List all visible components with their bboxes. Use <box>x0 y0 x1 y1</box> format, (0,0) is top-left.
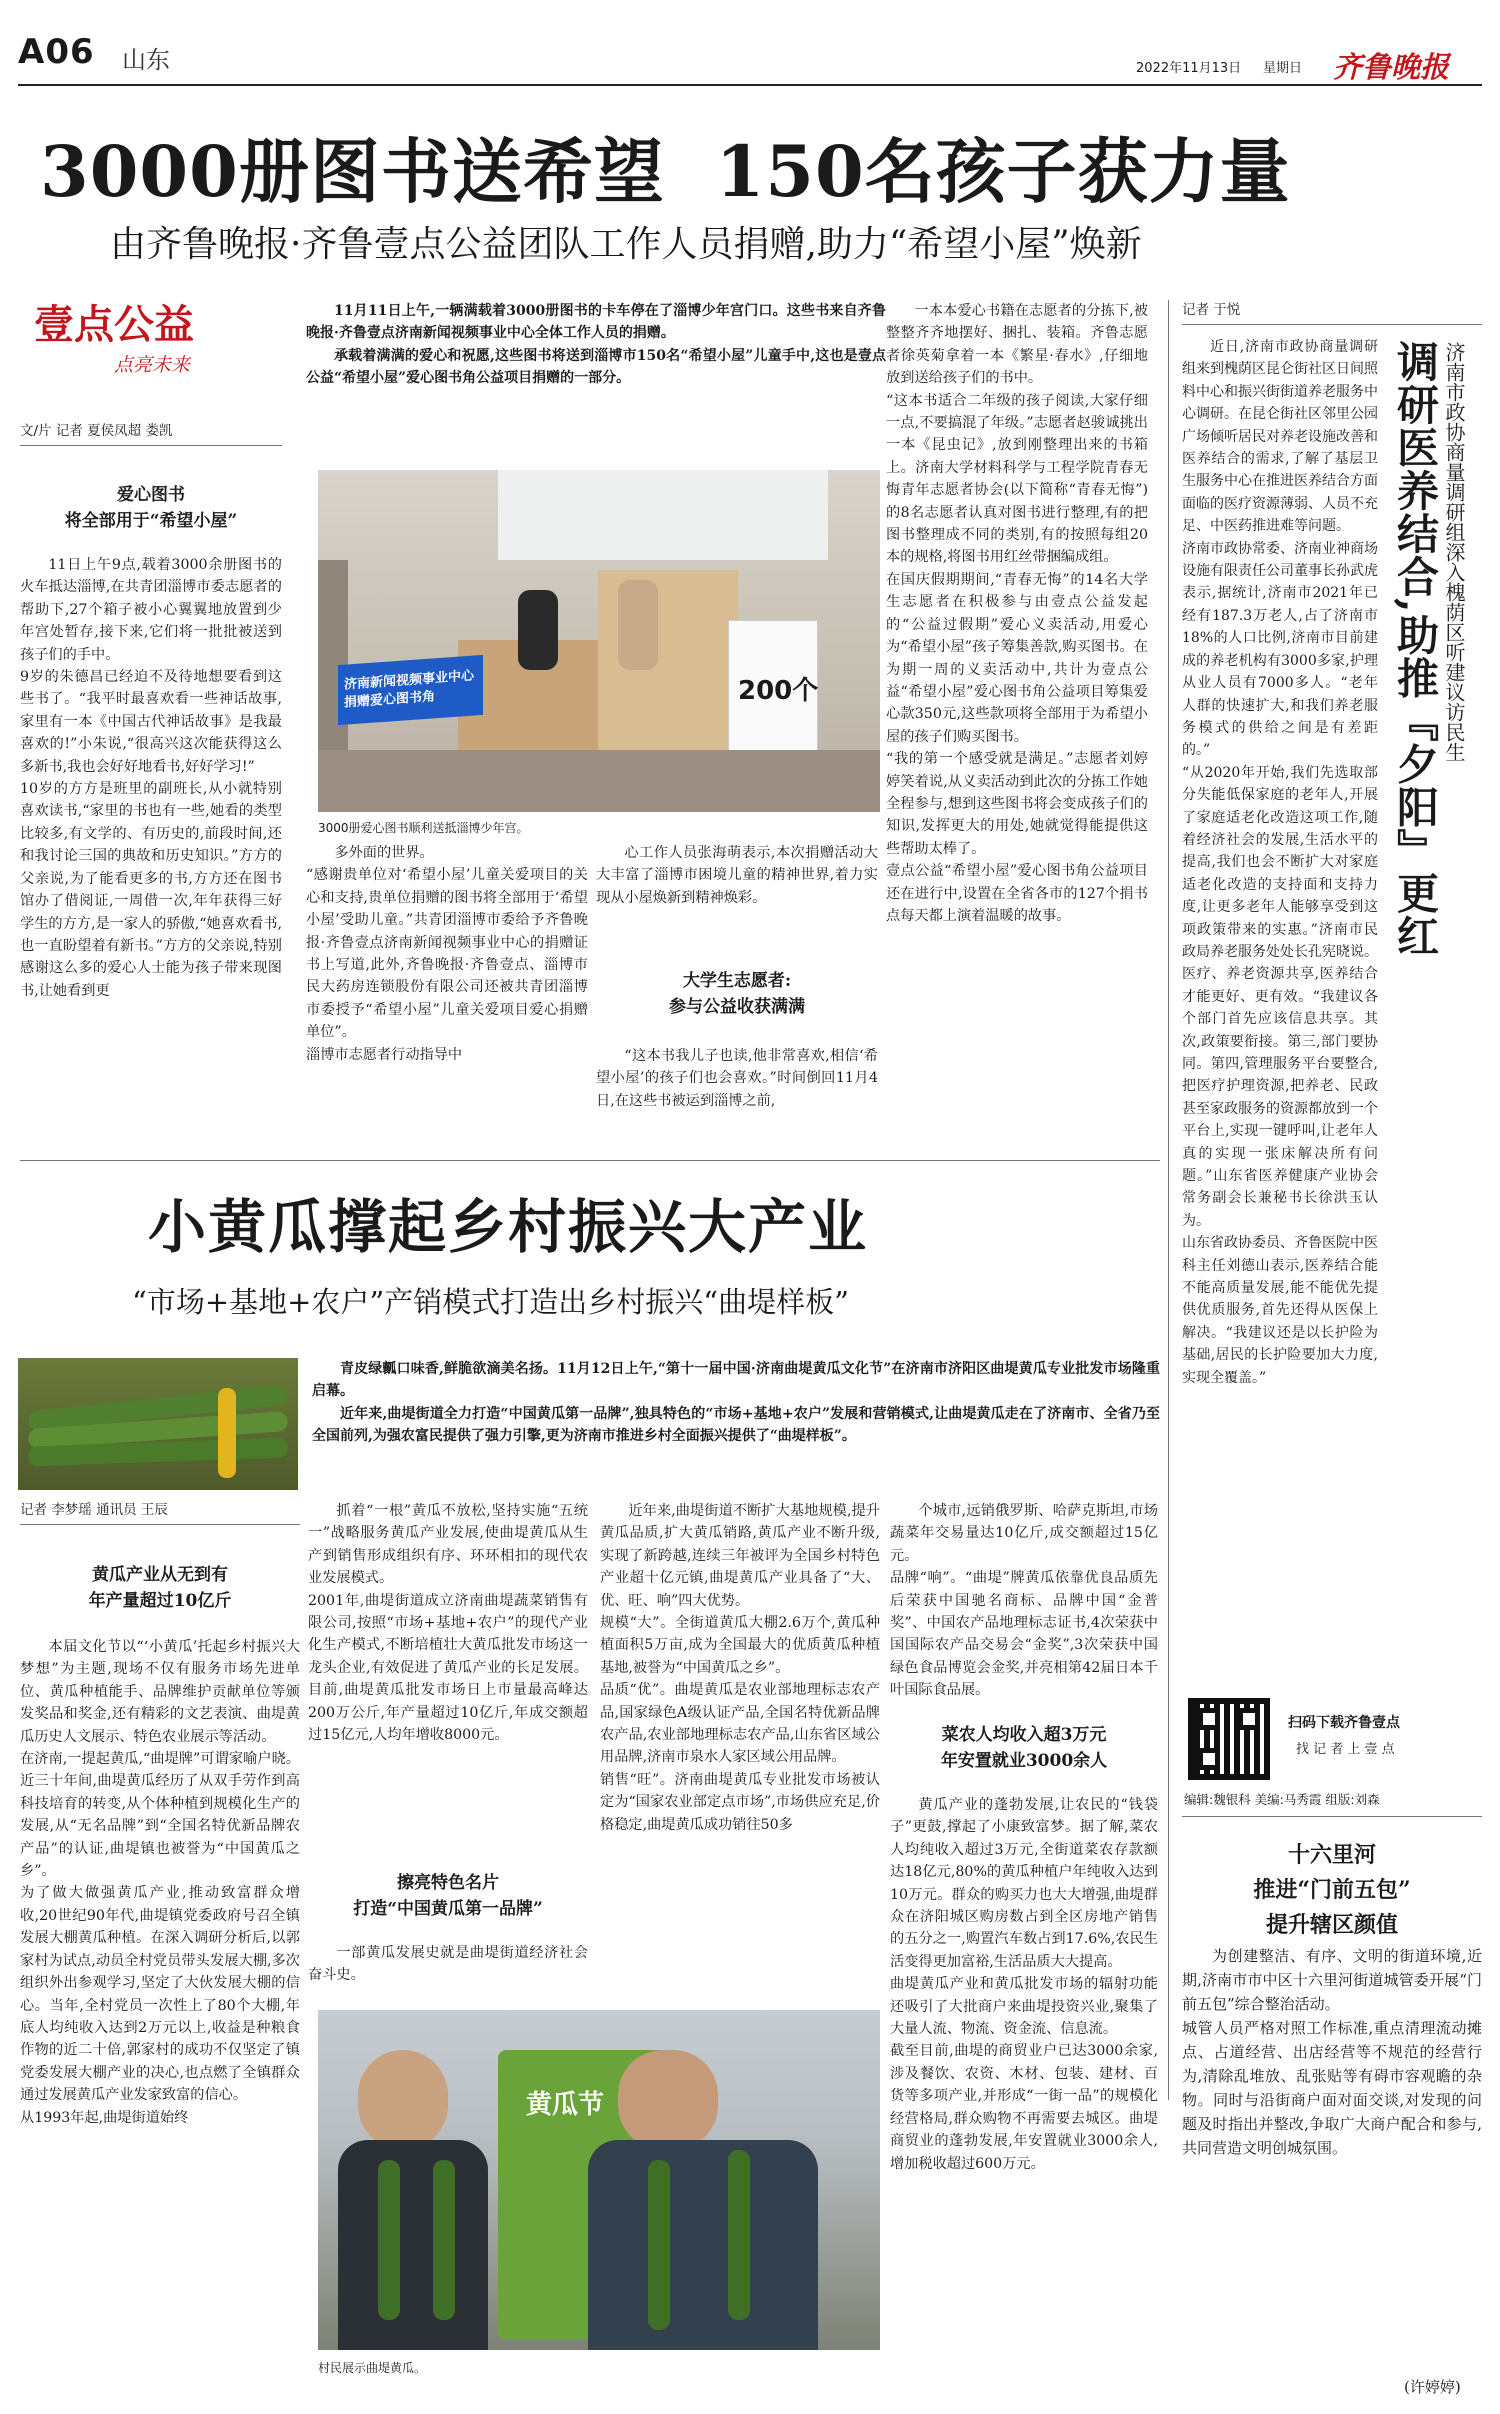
rule <box>20 1524 300 1525</box>
story1-byline: 文/片 记者 夏侯凤超 娄凯 <box>20 423 173 439</box>
story4-signoff: (许婷婷) <box>1404 2378 1461 2396</box>
story3-body <box>1182 336 1482 1866</box>
rule <box>1182 1816 1482 1817</box>
qr-code[interactable] <box>1188 1698 1270 1780</box>
yidian-charity-logo <box>34 300 274 400</box>
photo-banner: 济南新闻视频事业中心 捐赠爱心图书角 <box>338 655 483 725</box>
story1-col4-text: 一本本爱心书籍在志愿者的分拣下,被整整齐齐地摆好、捆扎、装箱。齐鲁志愿者徐英菊拿着一本《繁星·春水》,仔细地放到送给孩子们的书中。 “这本书适合二年级的孩子阅读,大家仔细一点,不要搞混了年级。”志愿者赵骏诚挑出一本《昆虫记》,放到刚整理出来的书箱上。济南大学材料科学与工程学院青春无悔青年志愿者协会(以下简称“青春无悔”)的8名志愿者认真对图书进行整理,有的把图书整理成不同的类别,有的按照每组20本的规格,将图书用红丝带捆编成组。 在国庆假期期间,“青春无悔”的14名大学生志愿者在积极参与由壹点公益发起的“公益过假期”爱心义卖活动,用爱心为“希望小屋”孩子筹集善款,购买图书。在为期一周的义卖活动中,共计为壹点公益“希望小屋”爱心图书角公益项目筹集爱心款350元,这些款项将全部用于为希望小屋的孩子们购买图书。 “我的第一个感受就是满足。”志愿者刘婷婷笑着说,从义卖活动到此次的分拣工作她全程参与,想到这些图书将会变成孩子们的知识,发挥更大的用处,她就觉得能提供这些帮助太棒了。 壹点公益“希望小屋”爱心图书角公益项目还在进行中,设置在全省各市的127个捐书点每天都上演着温暖的故事。 <box>886 303 1148 924</box>
story3-subhead: 济南市政协商量调研组深入槐荫区听建议访民生 <box>1442 342 1466 762</box>
story1-col1 <box>20 554 282 1146</box>
story2-col4b <box>890 1794 1158 2398</box>
story2-sub1: 黄瓜产业从无到有 年产量超过10亿斤 <box>88 1565 232 1611</box>
story2-col2b <box>308 1942 588 1992</box>
story2-lead <box>312 1358 1160 1490</box>
story3-headline: 调研医养结合,助推『夕阳』更红 <box>1391 340 1440 958</box>
paper-logo: 齐鲁晚报 <box>1333 50 1450 84</box>
photo-count-sign: 200个 <box>738 676 819 706</box>
rule <box>20 1160 1160 1161</box>
story2-col1 <box>20 1636 300 2406</box>
story1-col1-text: 11日上午9点,载着3000余册图书的火车抵达淄博,在共青团淄博市委志愿者的帮助下,27个箱子被小心翼翼地放置到少年宫处暂存,接下来,它们将一批批被送到孩子们的手中。 9岁的朱德昌已经迫不及待地想要看到这些书了。“我平时最喜欢看一些神话故事,家里有一本《中国古代神话故事》是我最喜欢的!”小朱说,“很高兴这次能获得这么多新书,我也会好好地看书,好好学习!” 10岁的方方是班里的副班长,从小就特别喜欢读书,“家里的书也有一些,她看的类型比较多,有文学的、有历史的,前段时间,还和我讨论三国的典故和历史知识。”方方的父亲说,为了能看更多的书,方方还在图书馆办了借阅证,一周借一次,年年获得三好学生的方方,是一家人的骄傲,“她喜欢看书,也一直盼望着有新书。”方方的父亲说,特别感谢这么多的爱心人士能为孩子带来现图书,让她看到更 <box>20 557 282 999</box>
story4-headline: 十六里河 推进“门前五包” 提升辖区颜值 <box>1253 1842 1411 1938</box>
story2-sub2: 擦亮特色名片 打造“中国黄瓜第一品牌” <box>353 1873 543 1919</box>
story3-byline: 记者 于悦 <box>1182 302 1241 318</box>
editor-credits: 编辑:魏银科 美编:马秀霞 组版:刘森 <box>1184 1792 1380 1807</box>
story1-col3-text: 心工作人员张海萌表示,本次捐赠活动大大丰富了淄博市困境儿童的精神世界,着力实现从小屋焕新到精神焕彩。 <box>596 845 878 906</box>
festival-sign: 黄瓜节 <box>526 2090 605 2120</box>
story1-subhead: 由齐鲁晚报·齐鲁壹点公益团队工作人员捐赠,助力“希望小屋”焕新 <box>110 224 1142 265</box>
story2-col4 <box>890 1500 1158 1710</box>
qr-sub: 找 记 者 上 壹 点 <box>1296 1742 1395 1757</box>
story1-col2-text: 多外面的世界。 “感谢贵单位对‘希望小屋’儿童关爱项目的关心和支持,贵单位捐赠的图书将全部用于‘希望小屋’受助儿童。”共青团淄博市委给予齐鲁晚报·齐鲁壹点济南新闻视频事业中心的捐赠证书上写道,此外,齐鲁晚报·齐鲁壹点、淄博市民大药房连锁股份有限公司还被共青团淄博市委授予“希望小屋”儿童关爱项目爱心捐赠单位”。 淄博市志愿者行动指导中 <box>306 845 588 1063</box>
story1-col3 <box>596 842 878 934</box>
story2-col4b-text: 黄瓜产业的蓬勃发展,让农民的“钱袋子”更鼓,撑起了小康致富梦。据了解,菜农人均纯收入超过3万元,全街道菜农存款额达18亿元,80%的黄瓜种植户年纯收入达到10万元。群众的购买力也大大增强,曲堤群众在济阳城区购房数占到全区房地产销售的五分之一,购置汽车数占到17.6%,农民生活变得更加富裕,生活品质大大提高。 曲堤黄瓜产业和黄瓜批发市场的辐射功能还吸引了大批商户来曲堤投资兴业,聚集了大量人流、物流、资金流、信息流。 截至目前,曲堤的商贸业户已达3000余家,涉及餐饮、农资、木材、包装、建材、百货等多项产业,并形成“一街一品”的规模化经营格局,群众购物不再需要去城区。曲堤商贸业的蓬勃发展,年安置就业3000余人,增加税收超过600万元。 <box>890 1797 1158 2172</box>
story1-col4 <box>886 300 1148 1146</box>
issue-weekday: 星期日 <box>1263 61 1303 76</box>
story4-body-text: 为创建整洁、有序、文明的街道环境,近期,济南市市中区十六里河街道城管委开展“门前五包”综合整治活动。 城管人员严格对照工作标准,重点清理流动摊点、占道经营、出店经营等不规范的经营行为,清除乱堆放、乱张贴等有碍市容观瞻的杂物。同时与沿街商户面对面交谈,对发现的问题及时指出并整改,争取广大商户配合和参与,共同营造文明创城氛围。 <box>1182 1947 1482 2157</box>
book-photo-caption: 3000册爱心图书顺利送抵淄博少年宫。 <box>318 821 529 835</box>
rule <box>1168 300 1169 2100</box>
rule <box>1182 324 1482 325</box>
story1-col3b-text: “这本书我儿子也读,他非常喜欢,相信‘希望小屋’的孩子们也会喜欢。”时间倒回11月4日,在这些书被运到淄博之前, <box>596 1048 878 1109</box>
story1-lead-p1: 11月11日上午,一辆满载着3000册图书的卡车停在了淄博少年宫门口。这些书来自齐鲁晚报·齐鲁壹点济南新闻视频事业中心全体工作人员的捐赠。 <box>306 303 886 342</box>
story2-col1-text: 本届文化节以“‘小黄瓜’托起乡村振兴大梦想”为主题,现场不仅有服务市场先进单位、黄瓜种植能手、品牌维护贡献单位等颁发奖品和奖金,还有精彩的文艺表演、曲堤黄瓜历史人文展示、特色农业展示等活动。 在济南,一提起黄瓜,“曲堤牌”可谓家喻户晓。近三十年间,曲堤黄瓜经历了从双手劳作到高科技培育的转变,从个体种植到规模化生产的发展,从“无名品牌”到“全国名特优新品牌农产品”的认证,曲堤镇也被誉为“中国黄瓜之乡”。 为了做大做强黄瓜产业,推动致富群众增收,20世纪90年代,曲堤镇党委政府号召全镇发展大棚黄瓜种植。在深入调研分析后,以郭家村为试点,动员全村党员带头发展大棚,多次组织外出参观学习,坚定了大伙发展大棚的信心。当年,全村党员一次性上了80个大棚,年底人均纯收入达到2万元以上,收益是种粮食作物的近二十倍,郭家村的成功不仅坚定了镇党委发展大棚产业的决心,也点燃了全镇群众通过发展黄瓜产业发家致富的信心。 从1993年起,曲堤街道始终 <box>20 1639 300 2126</box>
story1-lead-p2: 承载着满满的爱心和祝愿,这些图书将送到淄博市150名“希望小屋”儿童手中,这也是壹点公益“希望小屋”爱心图书角公益项目捐赠的一部分。 <box>306 347 886 387</box>
story2-col2 <box>308 1500 588 1856</box>
villagers-photo-caption: 村民展示曲堤黄瓜。 <box>318 2361 427 2375</box>
story2-col2b-text: 一部黄瓜发展史就是曲堤街道经济社会奋斗史。 <box>308 1945 588 1984</box>
story1-col2 <box>306 842 588 1146</box>
masthead-rule <box>18 84 1482 86</box>
story2-lead-p2: 近年来,曲堤街道全力打造“中国黄瓜第一品牌”,独具特色的“市场+基地+农户”发展和营销模式,让曲堤黄瓜走在了济南市、全省乃至全国前列,为强农富民提供了强力引擎,更为济南市推进乡村全面振兴提供了“曲堤样板”。 <box>312 1405 1160 1445</box>
section-name: 山东 <box>122 46 170 74</box>
story1-lead <box>306 300 886 448</box>
story2-headline: 小黄瓜撑起乡村振兴大产业 <box>148 1193 869 1261</box>
story2-col4-text: 个城市,远销俄罗斯、哈萨克斯坦,市场蔬菜年交易量达10亿斤,成交额超过15亿元。 品牌“响”。“曲堤”牌黄瓜依靠优良品质先后荣获中国驰名商标、品牌中国“金普奖”、中国农产品地理标志证书,4次荣获中国国际农产品交易会“金奖”,3次荣获中国绿色食品博览会金奖,并亮相第42届日本千叶国际食品展。 <box>890 1503 1158 1699</box>
villagers-cucumber-photo <box>318 2010 880 2350</box>
qr-title: 扫码下载齐鲁壹点 <box>1288 1715 1400 1731</box>
story2-subhead: “市场+基地+农户”产销模式打造出乡村振兴“曲堤样板” <box>132 1285 849 1319</box>
cucumber-photo-small <box>18 1358 298 1490</box>
issue-date: 2022年11月13日 <box>1136 61 1242 76</box>
story2-lead-p1: 青皮绿瓤口味香,鲜脆欲滴美名扬。11月12日上午,“第十一届中国·济南曲堤黄瓜文化节”在济南市济阳区曲堤黄瓜专业批发市场隆重启幕。 <box>312 1361 1160 1400</box>
story1-col3b <box>596 1045 878 1145</box>
rule <box>20 445 282 446</box>
story2-sub3: 菜农人均收入超3万元 年安置就业3000余人 <box>940 1725 1108 1771</box>
story1-sub1: 爱心图书 将全部用于“希望小屋” <box>64 485 238 531</box>
logo-main: 壹点公益 <box>34 301 194 348</box>
page-number: A06 <box>18 32 95 72</box>
story4-body <box>1182 1944 1482 2388</box>
book-donation-photo <box>318 470 880 812</box>
story2-col3-text: 近年来,曲堤街道不断扩大基地规模,提升黄瓜品质,扩大黄瓜销路,黄瓜产业不断升级,实现了新跨越,连续三年被评为全国乡村特色产业超十亿元镇,曲堤黄瓜产业具备了“大、优、旺、响”四大优势。 规模“大”。全街道黄瓜大棚2.6万个,黄瓜种植面积5万亩,成为全国最大的优质黄瓜种植基地,被誉为“中国黄瓜之乡”。 品质“优”。曲堤黄瓜是农业部地理标志农产品,国家绿色A级认证产品,全国名特优新品牌农产品,农业部地理标志农产品,山东省区域公用品牌,济南市泉水人家区域公用品牌。 销售“旺”。济南曲堤黄瓜专业批发市场被认定为“国家农业部定点市场”,市场供应充足,价格稳定,曲堤黄瓜成功销往50多 <box>600 1503 880 1833</box>
story1-sub2: 大学生志愿者: 参与公益收获满满 <box>669 971 805 1017</box>
story2-byline: 记者 李梦瑶 通讯员 王辰 <box>20 1502 168 1518</box>
story2-col3 <box>600 1500 880 1998</box>
story1-headline: 3000册图书送希望 150名孩子获力量 <box>40 130 1291 213</box>
story2-col2-text: 抓着“一根”黄瓜不放松,坚持实施“五统一”战略服务黄瓜产业发展,使曲堤黄瓜从生产到销售形成组织有序、环环相扣的现代农业发展模式。 2001年,曲堤街道成立济南曲堤蔬菜销售有限公司,按照“市场+基地+农户”的现代产业化生产模式,不断培植壮大黄瓜批发市场这一龙头企业,有效促进了黄瓜产业的长足发展。目前,曲堤黄瓜批发市场日上市量最高峰达200万公斤,年产量超过10亿斤,年成交额超过15亿元,人均年增收8000元。 <box>308 1503 588 1744</box>
story3-body-text: 近日,济南市政协商量调研组来到槐荫区昆仑街社区日间照料中心和振兴街街道养老服务中心调研。在昆仑街社区邻里公园广场倾听居民对养老设施改善和医养结合的需求,了解了基层卫生服务中心在推进医养结合方面面临的医疗资源薄弱、人员不充足、中医药推进难等问题。 济南市政协常委、济南业神商场设施有限责任公司董事长孙武虎表示,据统计,济南市2021年已经有187.3万老人,占了济南市18%的人口比例,济南市目前建成的养老机构有3000多家,护理从业人员有7000多人。“老年人群的快速扩大,和我们养老服务模式的供给之间是有差距的。” “从2020年开始,我们先选取部分失能低保家庭的老年人,开展了家庭适老化改造这项工作,随着经济社会的发展,生活水平的提高,我们也会不断扩大对家庭适老化改造的支持面和支持力度,让更多老年人能够享受到这项政策带来的实惠。”济南市民政局养老服务处处长孔宪晓说。 医疗、养老资源共享,医养结合才能更好、更有效。“我建议各个部门首先应该信息共享。其次,政策要衔接。第三,部门要协同。第四,管理服务平台要整合,把医疗护理资源,把养老、民政甚至家政服务的资源都放到一个平台上,实现一键呼叫,让老年人真的实现一张床解决所有问题。”山东省医养健康产业协会常务副会长兼秘书长徐洪玉认为。 山东省政协委员、齐鲁医院中医科主任刘德山表示,医养结合能不能高质量发展,能不能优先提供优质服务,首先还得从医保上解决。“我建议还是以长护险为基础,居民的长护险要加大力度,实现全覆盖。” <box>1182 339 1378 1386</box>
logo-sub: 点亮未来 <box>114 354 191 376</box>
